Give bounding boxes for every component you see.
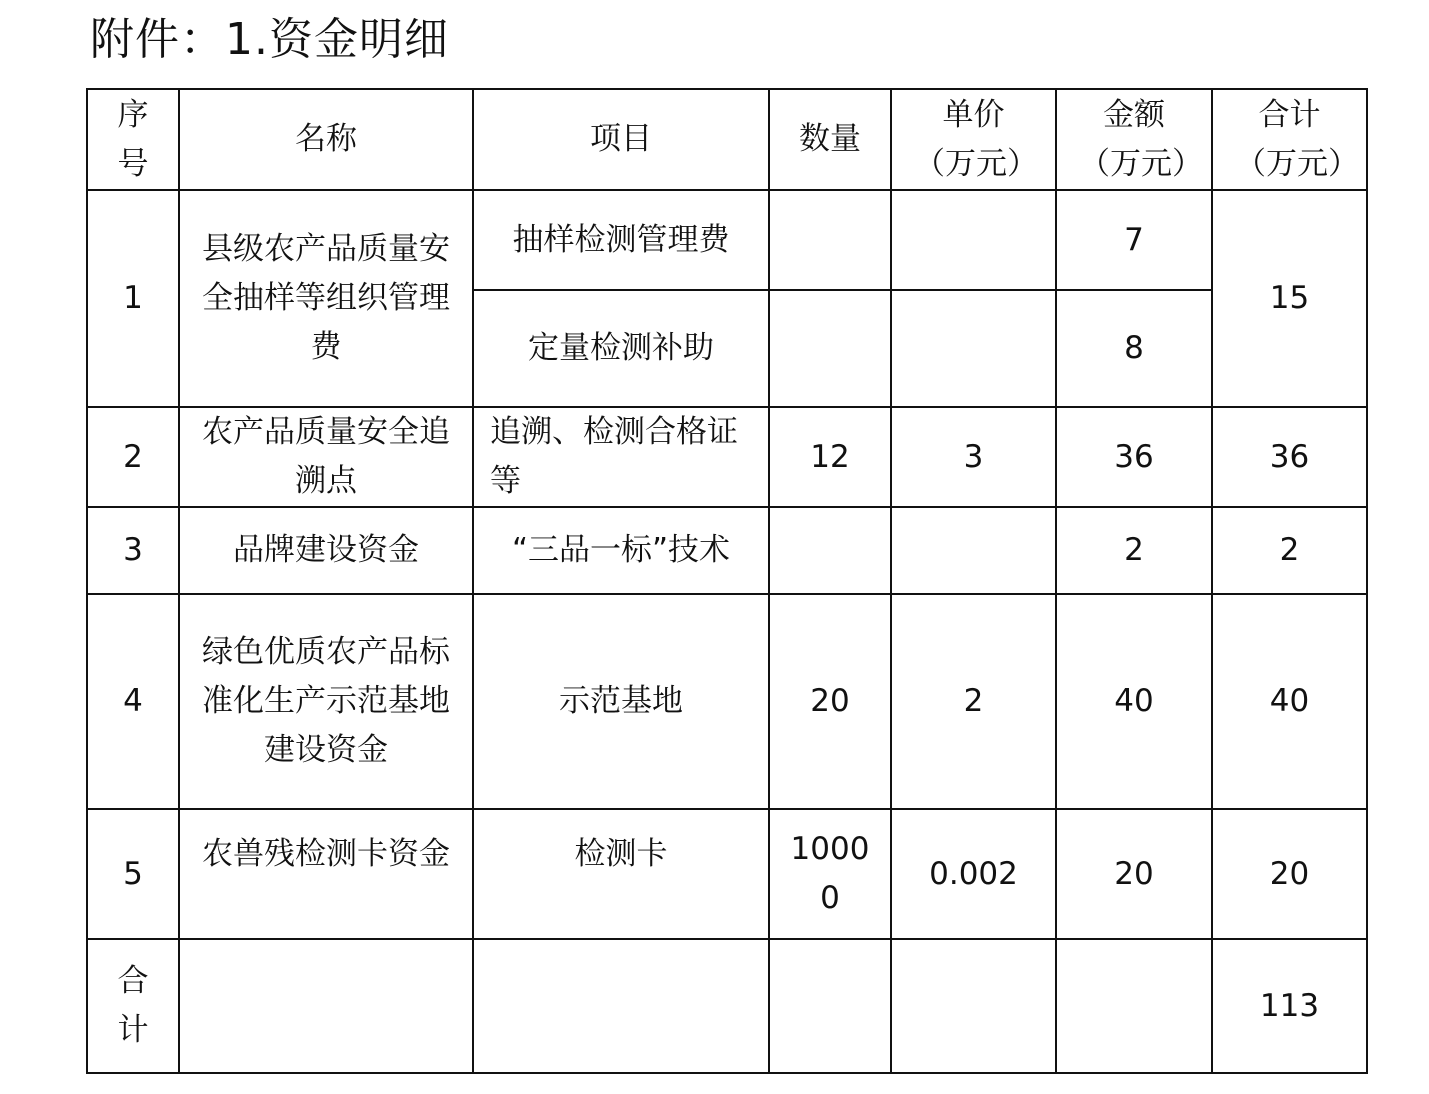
cell-amount: 7: [1056, 190, 1212, 290]
cell-amount: 2: [1056, 507, 1212, 594]
cell-price: 0.002: [891, 809, 1056, 939]
table-header-row: [87, 89, 1367, 190]
header-name: 名称: [179, 89, 473, 190]
cell-item: 抽样检测管理费: [473, 190, 769, 290]
cell-no: 4: [87, 594, 179, 809]
cell-empty: [1056, 939, 1212, 1073]
cell-item: 追溯、检测合格证等: [473, 407, 769, 507]
header-qty: 数量: [769, 89, 891, 190]
cell-qty: [769, 190, 891, 290]
cell-price: 3: [891, 407, 1056, 507]
cell-item: “三品一标”技术: [473, 507, 769, 594]
header-price: 单价（万元）: [891, 89, 1056, 190]
cell-qty: 12: [769, 407, 891, 507]
cell-qty: [769, 290, 891, 407]
cell-subtotal: 40: [1212, 594, 1367, 809]
cell-no: 1: [87, 190, 179, 407]
cell-subtotal: 15: [1212, 190, 1367, 407]
cell-qty: [769, 507, 891, 594]
total-label: 合计: [87, 939, 179, 1073]
cell-name: 农兽残检测卡资金: [179, 809, 473, 939]
cell-name: 县级农产品质量安全抽样等组织管理费: [179, 190, 473, 407]
cell-empty: [179, 939, 473, 1073]
cell-subtotal: 20: [1212, 809, 1367, 939]
cell-no: 3: [87, 507, 179, 594]
cell-amount: 40: [1056, 594, 1212, 809]
header-item: 项目: [473, 89, 769, 190]
cell-item: 检测卡: [473, 809, 769, 939]
total-value: 113: [1212, 939, 1367, 1073]
cell-item: 示范基地: [473, 594, 769, 809]
cell-amount: 36: [1056, 407, 1212, 507]
document-title: 附件：1.资金明细: [90, 14, 449, 65]
table-row: [87, 507, 1367, 594]
cell-name: 品牌建设资金: [179, 507, 473, 594]
cell-empty: [473, 939, 769, 1073]
header-subtotal: 合计（万元）: [1212, 89, 1367, 190]
cell-no: 2: [87, 407, 179, 507]
total-row: [87, 939, 1367, 1073]
cell-no: 5: [87, 809, 179, 939]
cell-amount: 20: [1056, 809, 1212, 939]
funds-detail-table: [86, 88, 1368, 1074]
cell-name: 绿色优质农产品标准化生产示范基地建设资金: [179, 594, 473, 809]
cell-qty: 10000: [769, 809, 891, 939]
cell-price: [891, 507, 1056, 594]
table-row: [87, 809, 1367, 939]
cell-price: [891, 290, 1056, 407]
cell-amount: 8: [1056, 290, 1212, 407]
table-row: [87, 190, 1367, 290]
header-no: 序号: [87, 89, 179, 190]
cell-price: [891, 190, 1056, 290]
cell-name: 农产品质量安全追溯点: [179, 407, 473, 507]
cell-empty: [891, 939, 1056, 1073]
cell-price: 2: [891, 594, 1056, 809]
cell-qty: 20: [769, 594, 891, 809]
table-row: [87, 594, 1367, 809]
header-amount: 金额（万元）: [1056, 89, 1212, 190]
table-row: [87, 407, 1367, 507]
cell-subtotal: 2: [1212, 507, 1367, 594]
cell-empty: [769, 939, 891, 1073]
cell-item: 定量检测补助: [473, 290, 769, 407]
cell-subtotal: 36: [1212, 407, 1367, 507]
